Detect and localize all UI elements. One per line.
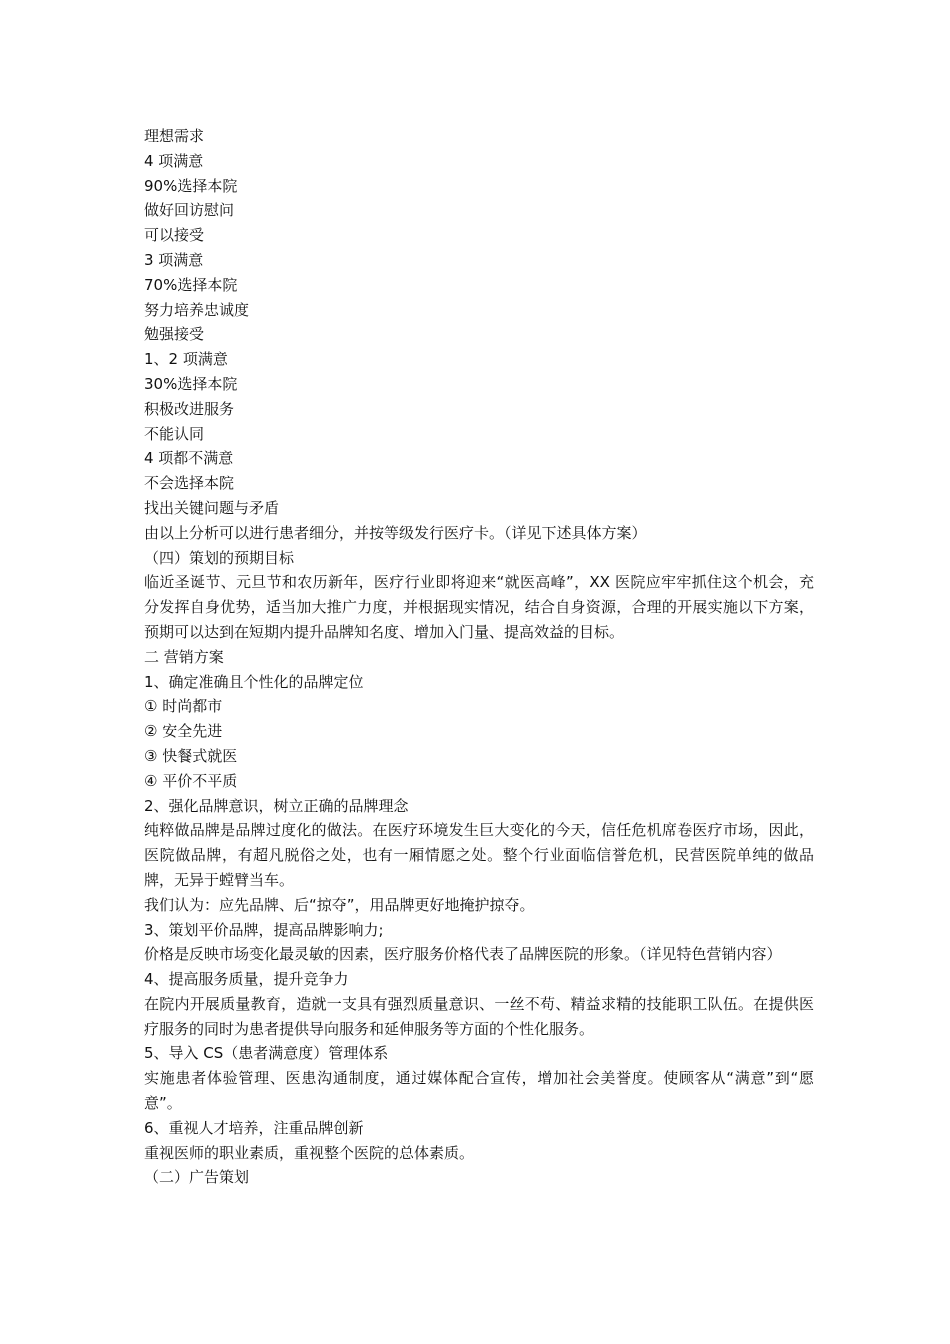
section-heading-goal: （四）策划的预期目标 — [144, 548, 295, 567]
text-line: 理想需求 — [144, 127, 205, 145]
item-6-paragraph: 重视医师的职业素质，重视整个医院的总体素质。 — [144, 1143, 475, 1162]
position-item: ④ 平价不平质 — [144, 771, 238, 790]
text-line: 勉强接受 — [144, 325, 205, 344]
position-item: ③ 快餐式就医 — [144, 746, 238, 765]
item-6-title: 6、重视人才培养，注重品牌创新 — [144, 1118, 364, 1137]
text-line: 4 项都不满意 — [144, 449, 234, 468]
item-2-title: 2、强化品牌意识，树立正确的品牌理念 — [144, 796, 409, 815]
text-line: 积极改进服务 — [144, 399, 235, 418]
item-5-title: 5、导入 CS（患者满意度）管理体系 — [144, 1044, 389, 1063]
text-line: 不会选择本院 — [144, 474, 235, 493]
position-item: ① 时尚都市 — [144, 697, 223, 716]
analysis-summary: 由以上分析可以进行患者细分，并按等级发行医疗卡。（详见下述具体方案） — [144, 523, 647, 542]
section-heading-ad: （二）广告策划 — [144, 1168, 250, 1187]
item-4-paragraph: 在院内开展质量教育，造就一支具有强烈质量意识、一丝不苟、精益求精的技能职工队伍。在提供医疗服务的同时为患者提供导向服务和延伸服务等方面的个性化服务。 — [144, 994, 814, 1038]
text-line: 3 项满意 — [144, 250, 204, 269]
document-body — [144, 124, 814, 1190]
item-1-title: 1、确定准确且个性化的品牌定位 — [144, 672, 364, 691]
goal-paragraph: 临近圣诞节、元旦节和农历新年，医疗行业即将迎来“就医高峰”，XX 医院应牢牢抓住这个机会，充分发挥自身优势，适当加大推广力度，并根据现实情况，结合自身资源，合理的开展实施以下方案，预期可以达到在短期内提升品牌知名度、增加入门量、提高效益的目标。 — [144, 573, 814, 641]
text-line: 不能认同 — [144, 424, 205, 443]
item-2-paragraph: 纯粹做品牌是品牌过度化的做法。在医疗环境发生巨大变化的今天，信任危机席卷医疗市场，因此，医院做品牌，有超凡脱俗之处，也有一厢情愿之处。整个行业面临信誉危机，民营医院单纯的做品牌，无异于螳臂当车。 — [144, 821, 814, 889]
item-2-note: 我们认为：应先品牌、后“掠夺”，用品牌更好地掩护掠夺。 — [144, 895, 535, 914]
item-3-title: 3、策划平价品牌，提高品牌影响力; — [144, 920, 384, 939]
text-line: 90%选择本院 — [144, 176, 238, 195]
text-line: 30%选择本院 — [144, 374, 238, 393]
item-4-title: 4、提高服务质量，提升竞争力 — [144, 970, 349, 989]
section-heading-marketing: 二 营销方案 — [144, 647, 224, 666]
position-item: ② 安全先进 — [144, 722, 223, 741]
text-line: 1、2 项满意 — [144, 350, 228, 369]
text-line: 4 项满意 — [144, 151, 204, 170]
text-line: 可以接受 — [144, 226, 205, 245]
item-3-paragraph: 价格是反映市场变化最灵敏的因素，医疗服务价格代表了品牌医院的形象。（详见特色营销内容） — [144, 945, 782, 964]
text-line: 70%选择本院 — [144, 275, 238, 294]
item-5-paragraph: 实施患者体验管理、医患沟通制度，通过媒体配合宣传，增加社会美誉度。使顾客从“满意”到“愿意”。 — [144, 1069, 814, 1113]
text-line: 找出关键问题与矛盾 — [144, 498, 280, 517]
text-line: 努力培养忠诚度 — [144, 300, 250, 319]
text-line: 做好回访慰问 — [144, 201, 235, 220]
